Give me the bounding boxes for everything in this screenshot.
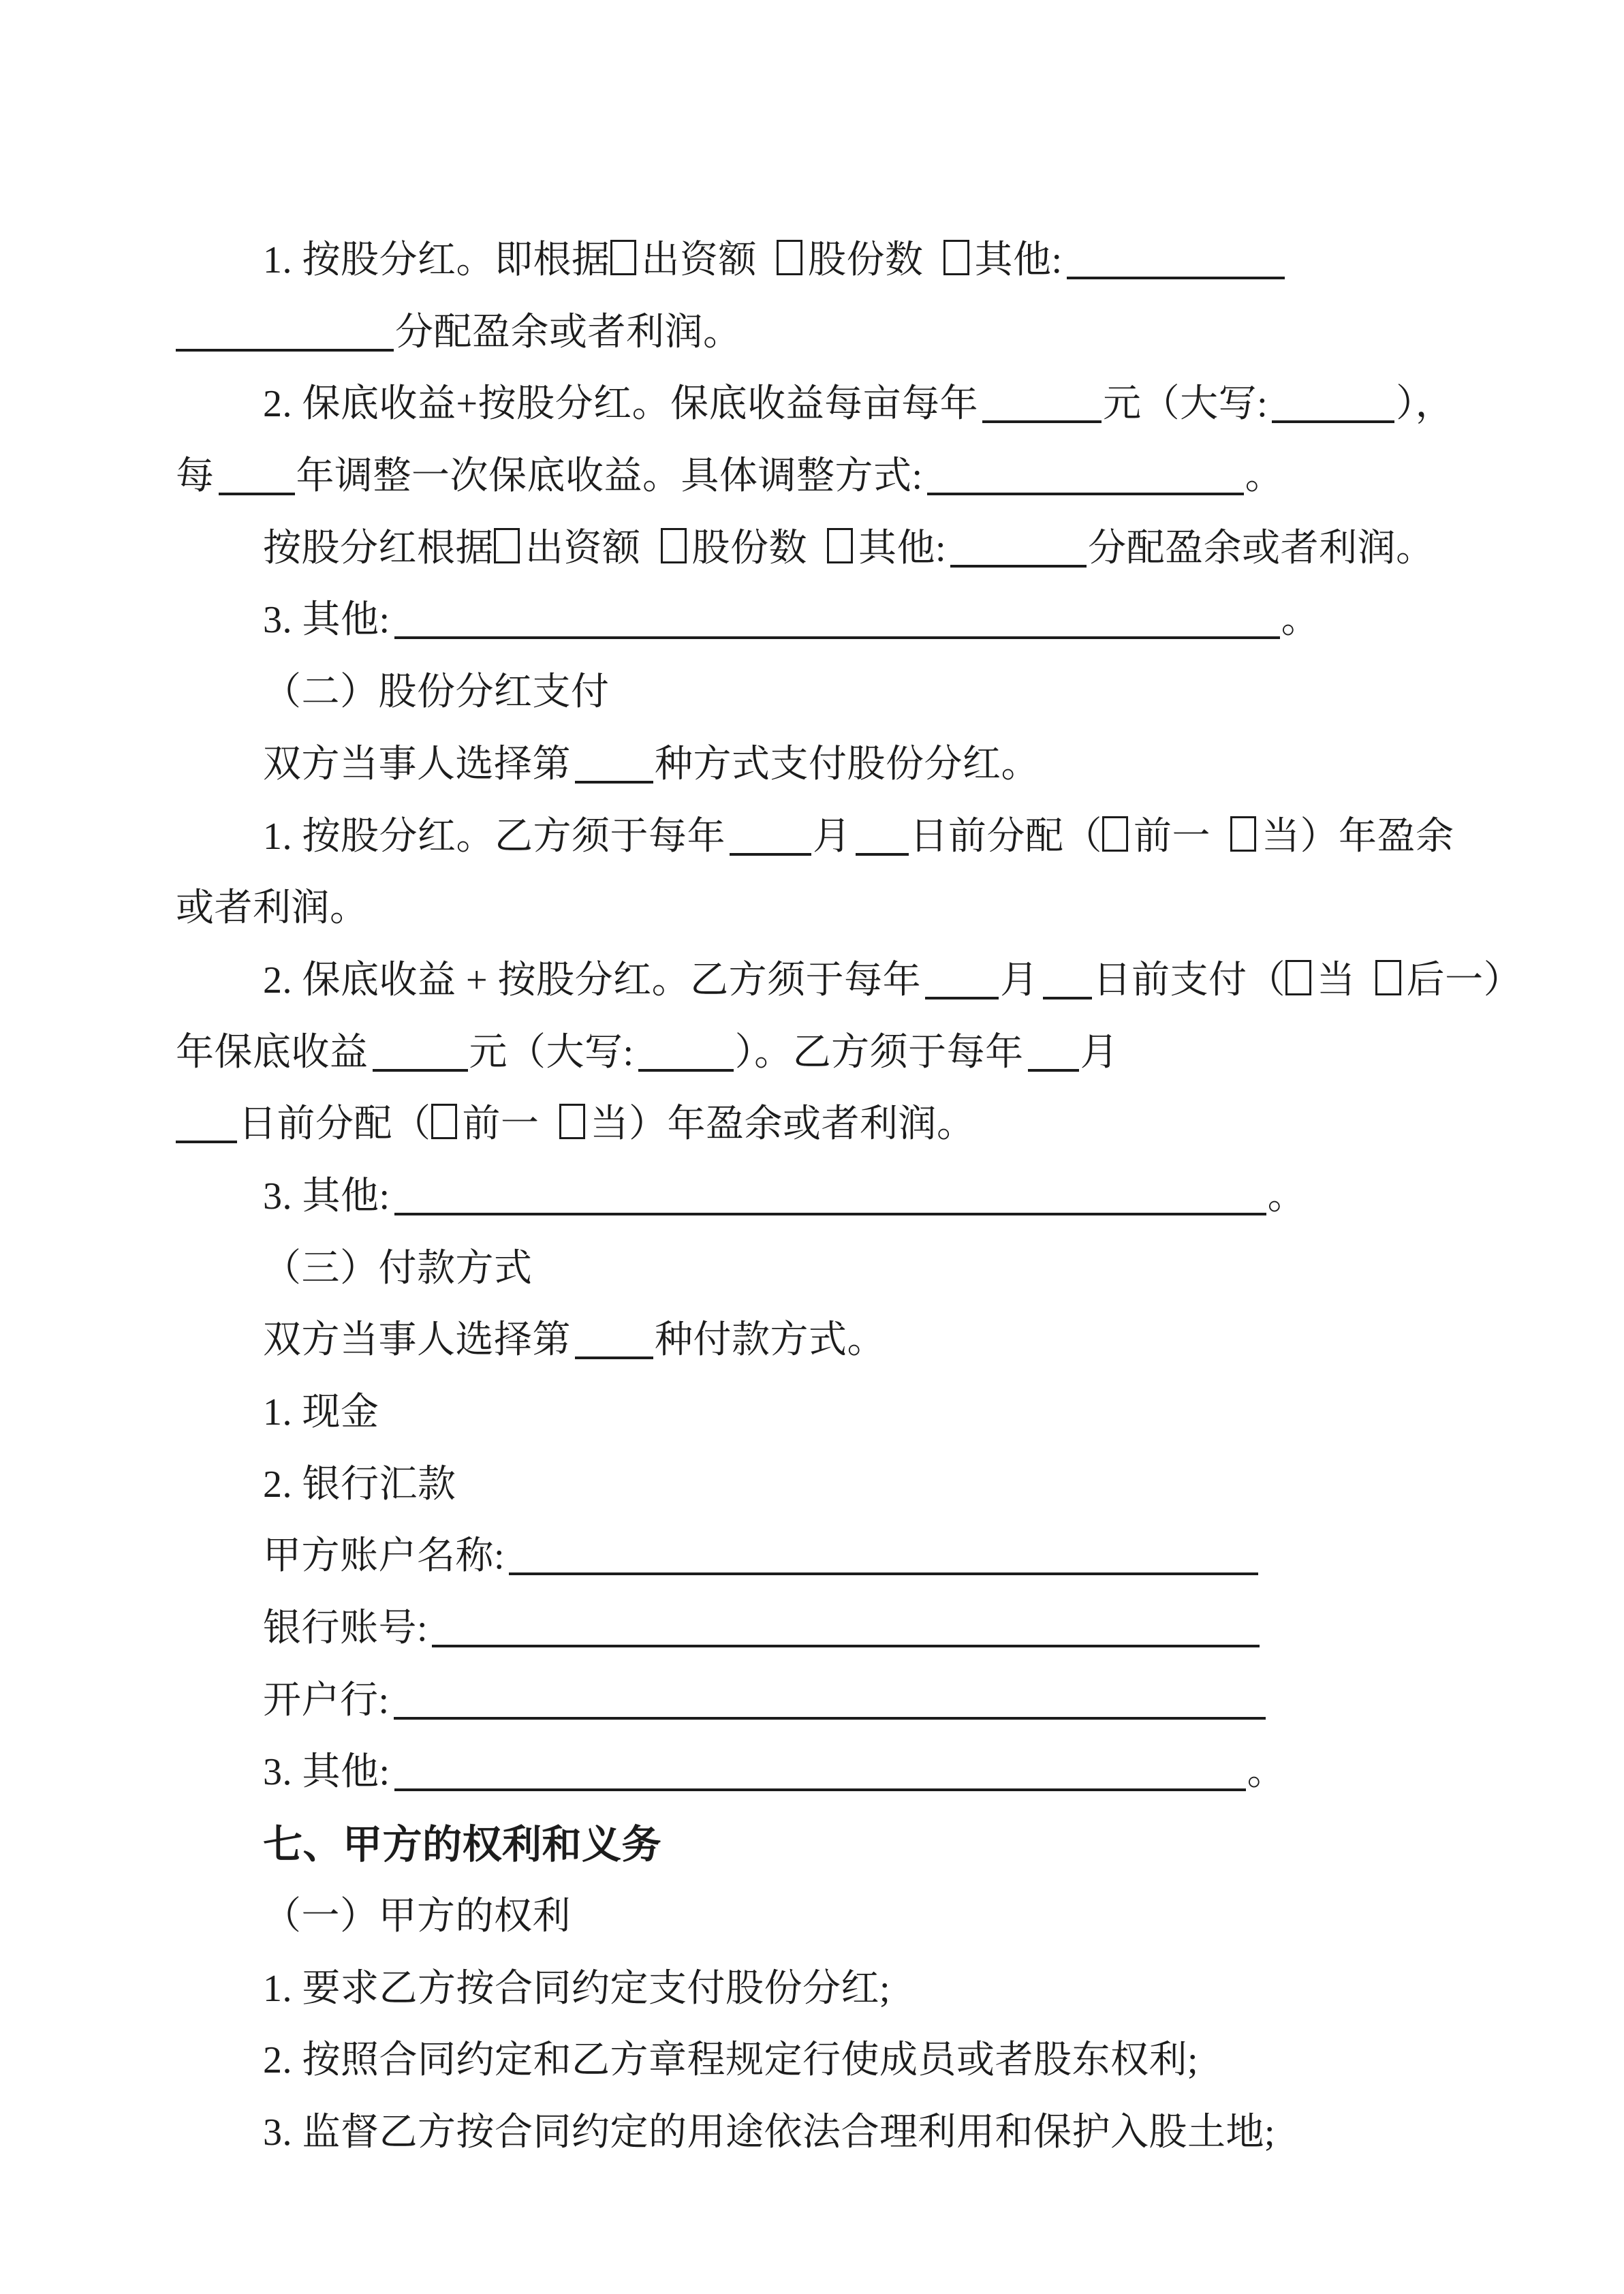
line-text: 后一）	[1406, 959, 1522, 1002]
blank-fill-field	[1272, 393, 1394, 423]
blank-fill-field	[927, 465, 1244, 495]
checkbox-icon	[661, 528, 687, 563]
document-line	[176, 1017, 1463, 1089]
blank-fill-field	[575, 754, 653, 784]
blank-fill-field	[394, 1761, 1246, 1791]
line-text: 当）年盈余或者利润。	[590, 1103, 975, 1146]
document-line	[176, 2097, 1463, 2169]
checkbox-icon	[777, 240, 802, 275]
document-line	[176, 1161, 1463, 1233]
line-text: 。	[1245, 455, 1284, 498]
blank-fill-field	[1067, 249, 1285, 279]
line-text: 3. 其他:	[263, 1751, 390, 1794]
document-line	[176, 873, 1463, 945]
checkbox-icon	[559, 1104, 585, 1139]
line-text: 元（大写:	[469, 1031, 634, 1074]
document-line	[176, 1881, 1463, 1953]
line-text: 2. 银行汇款	[263, 1463, 456, 1506]
line-text: 七、甲方的权利和义务	[263, 1823, 662, 1867]
line-text: 双方当事人选择第	[263, 1319, 571, 1362]
document-line	[176, 657, 1463, 729]
line-text: 股份数	[691, 527, 827, 570]
line-text: 或者利润。	[176, 887, 369, 930]
line-text: 其他:	[974, 239, 1063, 281]
line-text: ），	[1396, 383, 1454, 426]
blank-fill-field	[509, 1545, 1258, 1575]
blank-fill-field	[219, 465, 295, 495]
blank-fill-field	[394, 1185, 1266, 1215]
line-text: 2. 保底收益+按股分红。保底收益每亩每年	[263, 383, 979, 426]
blank-fill-field	[394, 609, 1280, 639]
document-line	[176, 2025, 1463, 2097]
line-text: 。	[1267, 1175, 1307, 1218]
line-text: 1. 要求乙方按合同约定支付股份分红;	[263, 1967, 891, 2010]
document-line	[176, 801, 1463, 873]
checkbox-icon	[827, 528, 853, 563]
line-text: 开户行:	[263, 1679, 390, 1722]
blank-fill-field	[432, 1617, 1260, 1647]
line-text: 3. 监督乙方按合同约定的用途依法合理利用和保护入股土地;	[263, 2111, 1276, 2154]
document-line	[176, 945, 1522, 1017]
line-text: 当	[1317, 959, 1375, 1002]
blank-fill-field	[1043, 970, 1092, 999]
line-text: 分配盈余或者利润。	[1088, 527, 1435, 570]
blank-fill-field	[982, 393, 1102, 423]
line-text: ）。乙方须于每年	[734, 1031, 1024, 1074]
document-line	[176, 1521, 1463, 1593]
document-line	[176, 729, 1463, 801]
blank-fill-field	[856, 826, 909, 856]
line-text: 种付款方式。	[655, 1319, 886, 1362]
document-line	[176, 1593, 1463, 1665]
line-text: 元（大写:	[1103, 383, 1268, 426]
checkbox-icon	[494, 528, 520, 563]
checkbox-icon	[610, 240, 636, 275]
document-line	[176, 369, 1463, 441]
line-text: 当）年盈余	[1262, 815, 1454, 858]
line-text: 1. 按股分红。乙方须于每年	[263, 815, 725, 858]
line-text: 1. 按股分红。即根据	[263, 239, 610, 281]
blank-fill-field	[1028, 1042, 1079, 1072]
line-text: 年调整一次保底收益。具体调整方式:	[296, 455, 923, 498]
line-text: 出资额	[525, 527, 661, 570]
section-heading	[176, 1809, 1463, 1881]
document-line	[176, 1377, 1463, 1449]
document-line	[176, 513, 1463, 585]
line-text: 2. 按照合同约定和乙方章程规定行使成员或者股东权利;	[263, 2039, 1199, 2082]
blank-fill-field	[638, 1042, 734, 1072]
document-line	[176, 1737, 1463, 1809]
line-text: 日前分配（	[238, 1103, 431, 1146]
line-text: 日前分配（	[909, 815, 1102, 858]
line-text: 银行账号:	[263, 1607, 428, 1650]
line-text: 分配盈余或者利润。	[395, 311, 742, 354]
checkbox-icon	[943, 240, 969, 275]
line-text: 其他:	[858, 527, 947, 570]
line-text: 甲方账户名称:	[263, 1535, 505, 1578]
checkbox-icon	[431, 1104, 457, 1139]
line-text: 日前支付（	[1093, 959, 1286, 1002]
line-text: 种方式支付股份分红。	[655, 743, 1040, 786]
document-line	[176, 1089, 1463, 1161]
blank-fill-field	[575, 1329, 653, 1359]
checkbox-icon	[1375, 960, 1401, 995]
line-text: 每	[176, 455, 215, 498]
line-text: （二）股份分红支付	[263, 671, 610, 714]
checkbox-icon	[1285, 960, 1311, 995]
line-text: 股份数	[808, 239, 943, 281]
line-text: 月	[1000, 959, 1039, 1002]
document-line	[176, 1305, 1463, 1377]
blank-fill-field	[373, 1042, 468, 1072]
line-text: 3. 其他:	[263, 599, 390, 642]
document-line	[176, 225, 1463, 297]
blank-fill-field	[176, 1113, 237, 1143]
document-body	[176, 225, 1522, 2169]
line-text: 月	[1080, 1031, 1119, 1074]
line-text: 前一	[1134, 815, 1230, 858]
line-text: 3. 其他:	[263, 1175, 390, 1218]
blank-fill-field	[950, 538, 1087, 568]
document-line	[176, 441, 1463, 513]
document-line	[176, 1953, 1463, 2026]
line-text: 。	[1247, 1751, 1286, 1794]
document-line	[176, 1449, 1463, 1521]
line-text: 前一	[462, 1103, 559, 1146]
blank-fill-field	[394, 1690, 1266, 1720]
line-text: 按股分红根据	[263, 527, 494, 570]
document-line	[176, 585, 1463, 657]
blank-fill-field	[176, 322, 394, 352]
blank-fill-field	[730, 826, 811, 856]
line-text: 2. 保底收益 + 按股分红。乙方须于每年	[263, 959, 922, 1002]
line-text: 出资额	[641, 239, 777, 281]
line-text: 双方当事人选择第	[263, 743, 571, 786]
line-text: 年保底收益	[176, 1031, 369, 1074]
line-text: 。	[1281, 599, 1320, 642]
line-text: 1. 现金	[263, 1391, 379, 1433]
document-line	[176, 297, 1463, 369]
line-text: （一）甲方的权利	[263, 1895, 571, 1938]
line-text: （三）付款方式	[263, 1247, 533, 1290]
blank-fill-field	[925, 970, 999, 999]
document-line	[176, 1233, 1463, 1305]
checkbox-icon	[1230, 816, 1256, 852]
checkbox-icon	[1102, 816, 1128, 852]
line-text: 月	[813, 815, 852, 858]
document-line	[176, 1665, 1463, 1737]
